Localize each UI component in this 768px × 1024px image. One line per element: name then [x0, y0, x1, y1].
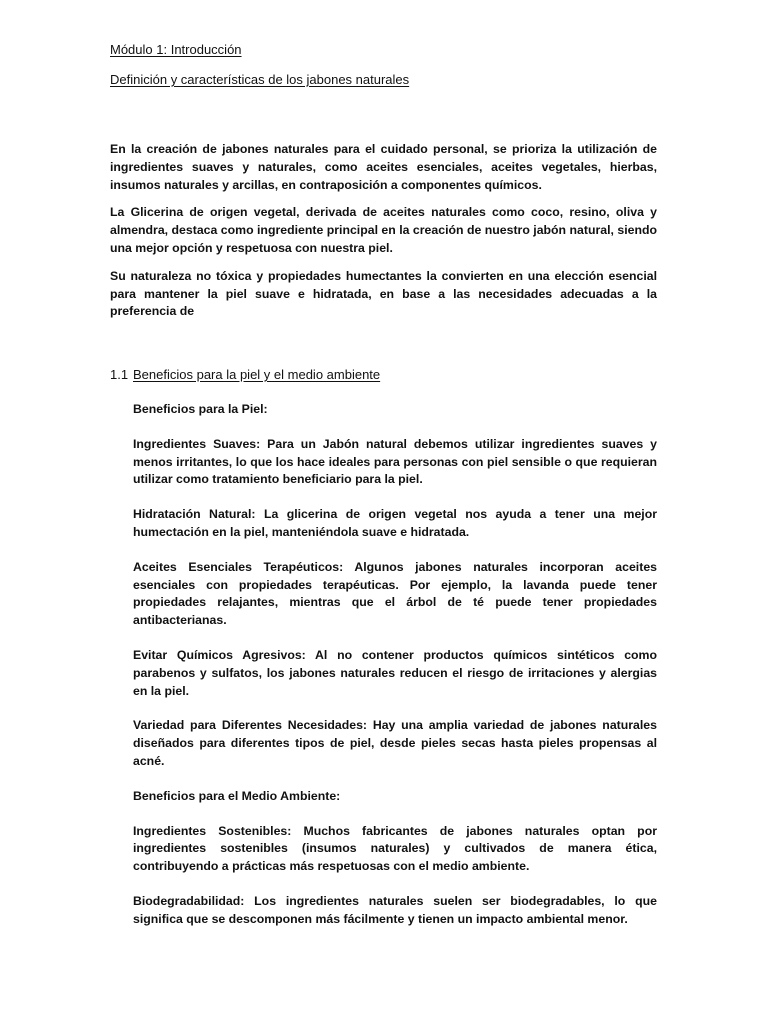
intro-paragraph: La Glicerina de origen vegetal, derivada de aceites naturales como coco, resino, oliva y almendra, destaca como ingrediente principal en la creación de nuestro jabón natural, siendo una mejor opción y respetuosa con nuestra piel. [110, 205, 657, 255]
section-title [110, 72, 409, 87]
benefit-item: Ingredientes Suaves: Para un Jabón natural debemos utilizar ingredientes suaves y menos irritantes, lo que los hace ideales para personas con piel sensible o que requieran utilizar como tratamiento beneficiario para la piel. [133, 436, 657, 487]
intro-section [110, 141, 657, 331]
subsection-title: Beneficios para la piel y el medio ambiente [133, 367, 381, 382]
environment-benefits-heading: Beneficios para el Medio Ambiente: [133, 788, 341, 803]
module-title-text: Módulo 1: Introducción [110, 42, 242, 57]
benefit-item: Evitar Químicos Agresivos: Al no contener productos químicos sintéticos como parabenos y sulfatos, los jabones naturales reducen el riesgo de irritaciones y alergias en la piel. [133, 647, 657, 698]
section-title-text: Definición y características de los jabones naturales [110, 72, 410, 87]
module-title [110, 42, 242, 57]
benefit-item: Ingredientes Sostenibles: Muchos fabricantes de jabones naturales optan por ingredientes sostenibles (insumos naturales) y cultivados de manera ética, contribuyendo a prácticas más respetuosas con el medio ambiente. [133, 823, 657, 874]
benefit-item: Hidratación Natural: La glicerina de origen vegetal nos ayuda a tener una mejor humectación en la piel, manteniéndola suave e hidratada. [133, 507, 657, 539]
benefit-item: Aceites Esenciales Terapéuticos: Algunos jabones naturales incorporan aceites esenciales con propiedades terapéuticas. Por ejemplo, la lavanda puede tener propiedades relajantes, mientras que el árbol de té puede tener propiedades antibacterianas. [133, 559, 657, 628]
intro-paragraph: En la creación de jabones naturales para el cuidado personal, se prioriza la utilización de ingredientes suaves y naturales, como aceites esenciales, aceites vegetales, hierbas, insumos naturales y arcillas, en contraposición a componentes químicos. [110, 142, 657, 192]
benefits-section [133, 401, 657, 946]
subsection-heading [110, 367, 380, 382]
intro-paragraph: Su naturaleza no tóxica y propiedades humectantes la convierten en una elección esencial para mantener la piel suave e hidratada, en base a las necesidades adecuadas a la preferencia de [110, 268, 657, 319]
benefit-item: Biodegradabilidad: Los ingredientes naturales suelen ser biodegradables, lo que significa que se descomponen más fácilmente y tienen un impacto ambiental menor. [133, 893, 657, 926]
skin-benefits-heading: Beneficios para la Piel: [133, 402, 268, 416]
benefit-item: Variedad para Diferentes Necesidades: Hay una amplia variedad de jabones naturales diseñados para diferentes tipos de piel, desde pieles secas hasta pieles propensas al acné. [133, 718, 657, 768]
subsection-number: 1.1 [110, 367, 129, 382]
